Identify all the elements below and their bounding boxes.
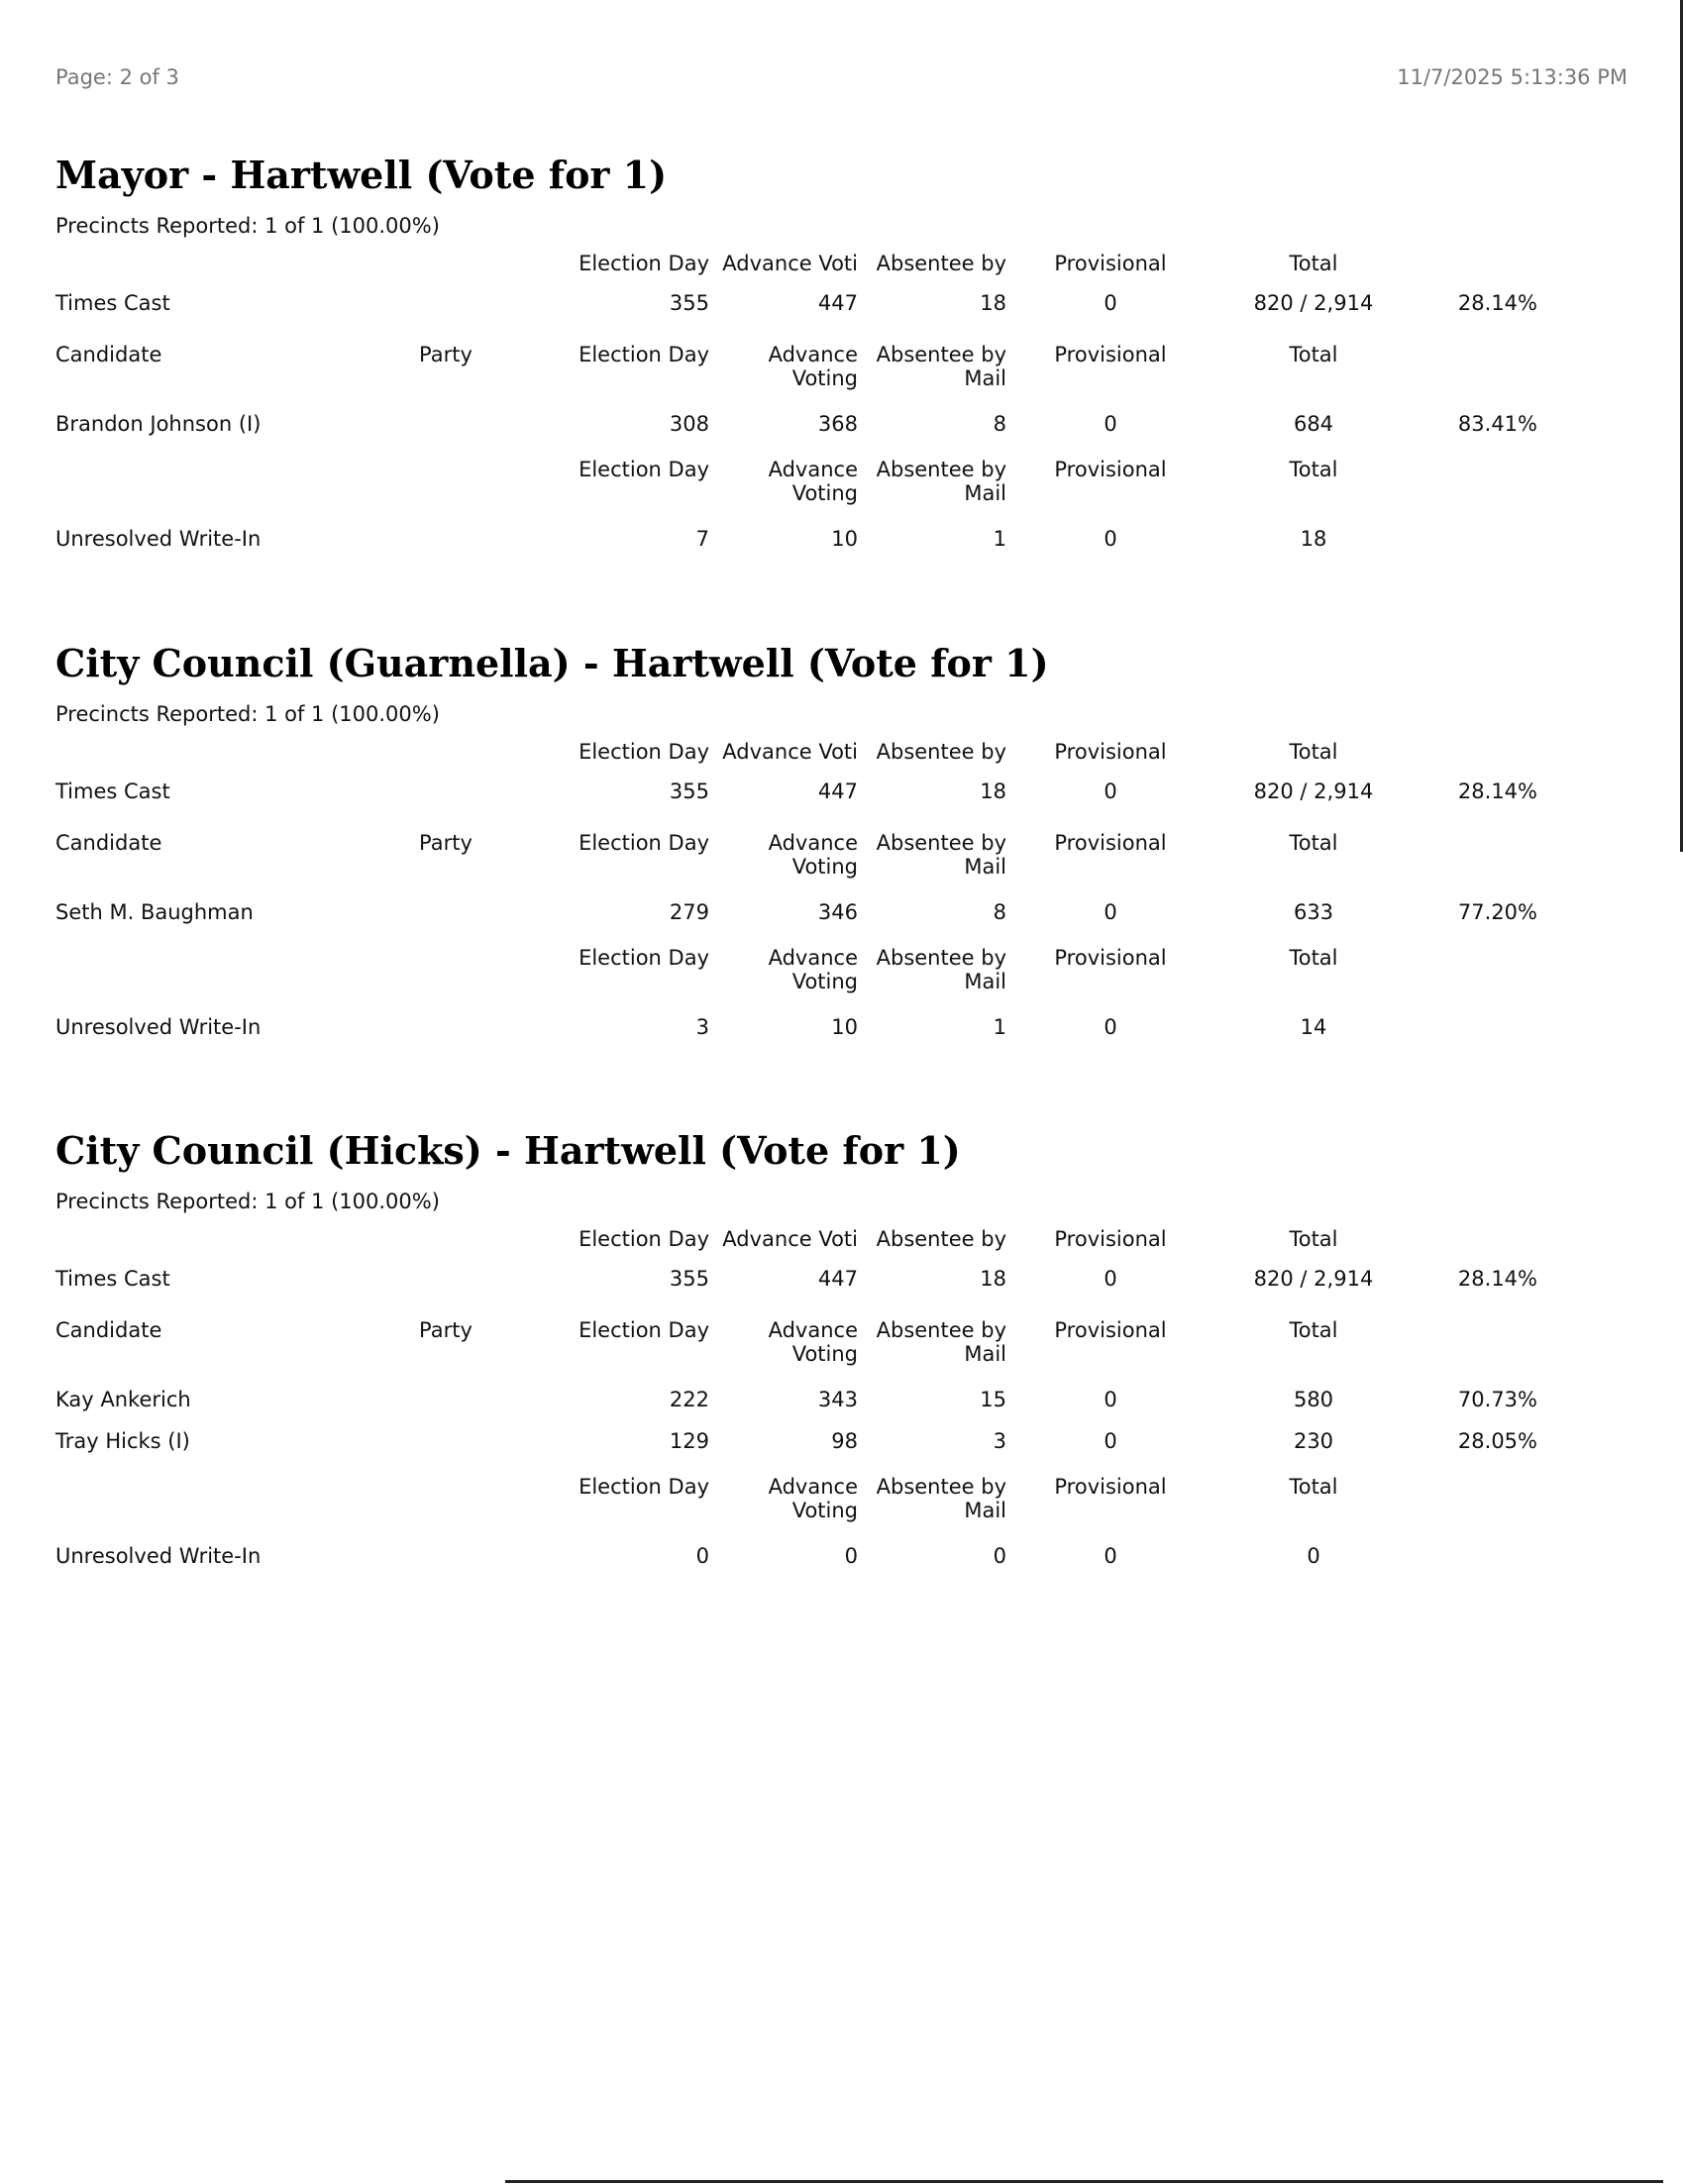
- times-cast-total: 820 / 2,914: [1253, 1267, 1374, 1291]
- header-provisional: Provisional: [1054, 1475, 1167, 1499]
- header-advance-line2: Voting: [791, 1499, 858, 1522]
- candidate-row: [55, 900, 1537, 942]
- writein-provisional: 0: [1104, 1544, 1117, 1568]
- candidate-election-day: 308: [669, 412, 709, 436]
- candidate-percent: 28.05%: [1457, 1429, 1537, 1453]
- times-cast-provisional: 0: [1104, 291, 1117, 315]
- header-absentee-line2: Mail: [964, 481, 1006, 505]
- writein-advance: 10: [831, 527, 858, 551]
- candidate-provisional: 0: [1104, 1388, 1117, 1411]
- candidate-name: Tray Hicks (I): [55, 1429, 190, 1453]
- writein-absentee: 1: [993, 527, 1006, 551]
- times-cast-election-day: 355: [669, 1267, 709, 1291]
- header-advance-line1: Advance: [768, 343, 858, 366]
- header-advance-voting: [709, 946, 858, 993]
- header-advance-line2: Voting: [791, 366, 858, 390]
- writein-advance: 0: [844, 1544, 858, 1568]
- contest-title: Mayor - Hartwell (Vote for 1): [55, 153, 668, 197]
- writein-header-row: [55, 1475, 1482, 1544]
- candidate-advance: 346: [817, 900, 858, 924]
- header-absentee: [858, 343, 1006, 390]
- times-cast-percent: 28.14%: [1457, 780, 1537, 803]
- header-candidate: Candidate: [55, 831, 162, 855]
- candidate-percent: 83.41%: [1457, 412, 1537, 436]
- header-absentee-line1: Absentee by: [876, 1475, 1006, 1499]
- times-cast-header-row: [55, 252, 1482, 291]
- header-advance-line2: Voting: [791, 481, 858, 505]
- times-cast-provisional: 0: [1104, 1267, 1117, 1291]
- times-cast-label: Times Cast: [55, 1267, 170, 1291]
- header-provisional: Provisional: [1054, 1227, 1167, 1251]
- candidate-row: [55, 1388, 1537, 1429]
- page-number: Page: 2 of 3: [55, 65, 179, 89]
- report-timestamp: 11/7/2025 5:13:36 PM: [1397, 65, 1628, 89]
- writein-header-row: [55, 458, 1482, 527]
- header-election-day: Election Day: [579, 343, 709, 366]
- times-cast-row: [55, 780, 1537, 821]
- header-election-day: Election Day: [579, 831, 709, 855]
- precincts-reported: Precincts Reported: 1 of 1 (100.00%): [55, 1190, 440, 1213]
- candidate-header-row: [55, 831, 1482, 900]
- times-cast-header-row: [55, 740, 1482, 780]
- header-candidate: Candidate: [55, 1318, 162, 1342]
- precincts-reported: Precincts Reported: 1 of 1 (100.00%): [55, 702, 440, 726]
- times-cast-absentee: 18: [980, 780, 1006, 803]
- header-absentee-line1: Absentee by: [876, 458, 1006, 481]
- header-total: Total: [1289, 458, 1338, 481]
- header-absentee-line2: Mail: [964, 855, 1006, 879]
- writein-header-row: [55, 946, 1482, 1015]
- header-total: Total: [1289, 831, 1338, 855]
- times-cast-percent: 28.14%: [1457, 291, 1537, 315]
- contest-title: City Council (Guarnella) - Hartwell (Vote for 1): [55, 641, 1049, 685]
- contest-section-council-hicks: [55, 1126, 1537, 1586]
- header-total: Total: [1289, 946, 1338, 970]
- writein-row: [55, 527, 1482, 569]
- header-absentee-line2: Mail: [964, 1499, 1006, 1522]
- writein-total: 14: [1300, 1015, 1327, 1039]
- times-cast-header-row: [55, 1227, 1482, 1267]
- contest-title: City Council (Hicks) - Hartwell (Vote for 1): [55, 1128, 961, 1173]
- header-provisional: Provisional: [1054, 343, 1167, 366]
- header-election-day: Election Day: [579, 1227, 709, 1251]
- candidate-provisional: 0: [1104, 1429, 1117, 1453]
- candidate-total: 633: [1293, 900, 1334, 924]
- times-cast-label: Times Cast: [55, 780, 170, 803]
- header-party: Party: [419, 831, 473, 855]
- header-advance-voting: [709, 458, 858, 505]
- times-cast-election-day: 355: [669, 780, 709, 803]
- header-advance-line1: Advance: [768, 1318, 858, 1342]
- writein-provisional: 0: [1104, 1015, 1117, 1039]
- header-absentee-line2: Mail: [964, 1342, 1006, 1366]
- candidate-percent: 77.20%: [1457, 900, 1537, 924]
- header-absentee-line2: Mail: [964, 366, 1006, 390]
- writein-election-day: 0: [695, 1544, 709, 1568]
- header-absentee: Absentee by: [876, 740, 1006, 764]
- header-absentee: [858, 1475, 1006, 1522]
- header-advance-voting: Advance Voti: [722, 252, 858, 275]
- times-cast-total: 820 / 2,914: [1253, 291, 1374, 315]
- times-cast-percent: 28.14%: [1457, 1267, 1537, 1291]
- candidate-header-row: [55, 1318, 1482, 1388]
- header-advance-voting: [709, 343, 858, 390]
- header-total: Total: [1289, 343, 1338, 366]
- writein-label: Unresolved Write-In: [55, 1015, 262, 1039]
- contest-section-council-guarnella: [55, 639, 1537, 1057]
- header-candidate: Candidate: [55, 343, 162, 366]
- times-cast-absentee: 18: [980, 291, 1006, 315]
- header-provisional: Provisional: [1054, 1318, 1167, 1342]
- writein-absentee: 1: [993, 1015, 1006, 1039]
- times-cast-provisional: 0: [1104, 780, 1117, 803]
- header-absentee: [858, 458, 1006, 505]
- writein-absentee: 0: [993, 1544, 1006, 1568]
- candidate-row: [55, 1429, 1537, 1471]
- header-election-day: Election Day: [579, 1318, 709, 1342]
- header-provisional: Provisional: [1054, 740, 1167, 764]
- header-total: Total: [1289, 1318, 1338, 1342]
- candidate-row: [55, 412, 1537, 454]
- writein-total: 0: [1307, 1544, 1320, 1568]
- header-total: Total: [1289, 252, 1338, 275]
- candidate-total: 230: [1293, 1429, 1334, 1453]
- header-advance-voting: [709, 831, 858, 879]
- candidate-provisional: 0: [1104, 412, 1117, 436]
- candidate-name: Kay Ankerich: [55, 1388, 191, 1411]
- times-cast-row: [55, 291, 1537, 333]
- candidate-advance: 343: [817, 1388, 858, 1411]
- header-advance-line2: Voting: [791, 1342, 858, 1366]
- candidate-total: 580: [1293, 1388, 1334, 1411]
- header-total: Total: [1289, 1227, 1338, 1251]
- header-advance-line1: Advance: [768, 458, 858, 481]
- header-advance-line1: Advance: [768, 946, 858, 970]
- candidate-advance: 98: [831, 1429, 858, 1453]
- header-provisional: Provisional: [1054, 252, 1167, 275]
- candidate-advance: 368: [817, 412, 858, 436]
- precincts-reported: Precincts Reported: 1 of 1 (100.00%): [55, 214, 440, 238]
- candidate-percent: 70.73%: [1457, 1388, 1537, 1411]
- header-absentee-line1: Absentee by: [876, 343, 1006, 366]
- writein-total: 18: [1300, 527, 1327, 551]
- header-advance-voting: Advance Voti: [722, 740, 858, 764]
- times-cast-absentee: 18: [980, 1267, 1006, 1291]
- header-advance-voting: [709, 1318, 858, 1366]
- header-election-day: Election Day: [579, 946, 709, 970]
- candidate-header-row: [55, 343, 1482, 412]
- candidate-election-day: 222: [669, 1388, 709, 1411]
- header-party: Party: [419, 1318, 473, 1342]
- header-party: Party: [419, 343, 473, 366]
- header-election-day: Election Day: [579, 740, 709, 764]
- writein-advance: 10: [831, 1015, 858, 1039]
- writein-provisional: 0: [1104, 527, 1117, 551]
- candidate-absentee: 3: [993, 1429, 1006, 1453]
- header-total: Total: [1289, 1475, 1338, 1499]
- header-provisional: Provisional: [1054, 458, 1167, 481]
- writein-election-day: 7: [695, 527, 709, 551]
- candidate-name: Brandon Johnson (I): [55, 412, 262, 436]
- header-advance-voting: [709, 1475, 858, 1522]
- times-cast-advance: 447: [817, 780, 858, 803]
- header-election-day: Election Day: [579, 1475, 709, 1499]
- writein-row: [55, 1015, 1482, 1057]
- header-absentee-line1: Absentee by: [876, 946, 1006, 970]
- candidate-total: 684: [1293, 412, 1334, 436]
- header-advance-voting: Advance Voti: [722, 1227, 858, 1251]
- header-provisional: Provisional: [1054, 831, 1167, 855]
- candidate-absentee: 8: [993, 900, 1006, 924]
- times-cast-advance: 447: [817, 1267, 858, 1291]
- header-absentee-line1: Absentee by: [876, 1318, 1006, 1342]
- writein-election-day: 3: [695, 1015, 709, 1039]
- times-cast-advance: 447: [817, 291, 858, 315]
- candidate-provisional: 0: [1104, 900, 1117, 924]
- header-absentee: [858, 1318, 1006, 1366]
- writein-label: Unresolved Write-In: [55, 1544, 262, 1568]
- contest-section-mayor: [55, 151, 1537, 569]
- times-cast-total: 820 / 2,914: [1253, 780, 1374, 803]
- header-absentee: [858, 831, 1006, 879]
- header-advance-line2: Voting: [791, 970, 858, 993]
- header-election-day: Election Day: [579, 458, 709, 481]
- scan-bottom-line: [505, 2180, 1663, 2183]
- candidate-absentee: 8: [993, 412, 1006, 436]
- header-absentee-line1: Absentee by: [876, 831, 1006, 855]
- candidate-election-day: 129: [669, 1429, 709, 1453]
- candidate-name: Seth M. Baughman: [55, 900, 254, 924]
- header-election-day: Election Day: [579, 252, 709, 275]
- header-absentee: [858, 946, 1006, 993]
- header-advance-line1: Advance: [768, 1475, 858, 1499]
- times-cast-row: [55, 1267, 1537, 1308]
- header-absentee: Absentee by: [876, 1227, 1006, 1251]
- times-cast-label: Times Cast: [55, 291, 170, 315]
- candidate-absentee: 15: [980, 1388, 1006, 1411]
- header-absentee: Absentee by: [876, 252, 1006, 275]
- header-advance-line2: Voting: [791, 855, 858, 879]
- writein-label: Unresolved Write-In: [55, 527, 262, 551]
- times-cast-election-day: 355: [669, 291, 709, 315]
- header-provisional: Provisional: [1054, 946, 1167, 970]
- header-total: Total: [1289, 740, 1338, 764]
- header-absentee-line2: Mail: [964, 970, 1006, 993]
- candidate-election-day: 279: [669, 900, 709, 924]
- writein-row: [55, 1544, 1482, 1586]
- header-advance-line1: Advance: [768, 831, 858, 855]
